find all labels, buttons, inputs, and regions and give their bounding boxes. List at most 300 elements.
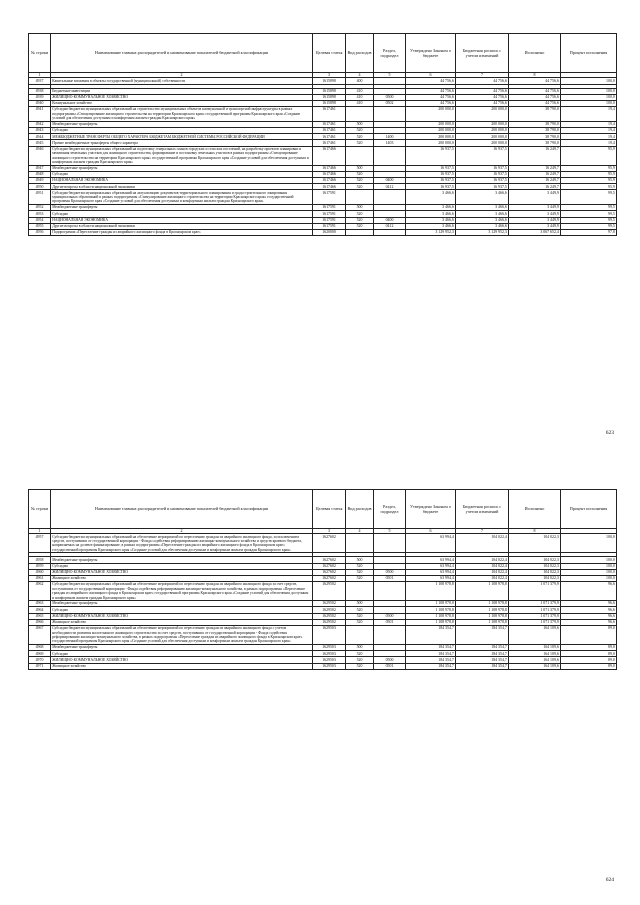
target-article: 1617591 <box>313 211 346 217</box>
percent-executed: 100,0 <box>561 78 617 84</box>
percent-executed: 19,4 <box>561 134 617 140</box>
executed-amount: 104 022,3 <box>509 534 561 553</box>
row-number: 4967 <box>29 626 51 645</box>
section-code: 0412 <box>374 184 406 190</box>
executed-amount: 38 790,0 <box>509 140 561 146</box>
header-percent: Процент исполнения <box>561 490 617 529</box>
section-code: 0500 <box>374 94 406 100</box>
row-number: 4947 <box>29 165 51 171</box>
expense-type <box>346 626 374 645</box>
row-name: Жилищное хозяйство <box>51 663 313 669</box>
approved-amount: 200 000,0 <box>406 140 456 146</box>
target-article: 1629503 <box>313 663 346 669</box>
section-code: 1400 <box>374 134 406 140</box>
row-number: 4940 <box>29 100 51 106</box>
row-number: 4960 <box>29 569 51 575</box>
expense-type: 520 <box>346 217 374 223</box>
executed-amount: 164 109,6 <box>509 657 561 663</box>
row-number: 4953 <box>29 211 51 217</box>
approved-amount: 16 937,5 <box>406 178 456 184</box>
expense-type: 520 <box>346 657 374 663</box>
percent-executed: 96,6 <box>561 601 617 607</box>
expense-type: 500 <box>346 121 374 127</box>
row-name: Прочие межбюджетные трансферты общего характера <box>51 140 313 146</box>
percent-executed: 100,0 <box>561 88 617 94</box>
target-article: 1615898 <box>313 100 346 106</box>
roster-amount: 104 022,4 <box>456 557 509 563</box>
expense-type <box>346 107 374 122</box>
percent-executed: 97,8 <box>561 229 617 235</box>
percent-executed: 100,0 <box>561 100 617 106</box>
expense-type: 520 <box>346 223 374 229</box>
target-article: 1629503 <box>313 645 346 651</box>
approved-amount: 44 756,6 <box>406 78 456 84</box>
target-article: 1620000 <box>313 229 346 235</box>
executed-amount: 16 249,7 <box>509 171 561 177</box>
row-number: 4946 <box>29 146 51 165</box>
row-name: ЖИЛИЩНО-КОММУНАЛЬНОЕ ХОЗЯЙСТВО <box>51 657 313 663</box>
table-row <box>29 146 617 165</box>
expense-type: 520 <box>346 613 374 619</box>
row-number: 4968 <box>29 645 51 651</box>
percent-executed: 100,0 <box>561 557 617 563</box>
row-number: 4956 <box>29 229 51 235</box>
approved-amount: 200 000,0 <box>406 107 456 122</box>
section-code: 0500 <box>374 613 406 619</box>
executed-amount: 44 756,6 <box>509 78 561 84</box>
header-section: Раздел, подраздел <box>374 490 406 529</box>
percent-executed: 89,0 <box>561 651 617 657</box>
roster-amount: 1 108 978,8 <box>456 619 509 625</box>
approved-amount: 16 937,5 <box>406 146 456 165</box>
row-name: Субсидии бюджетам муниципальных образований на обеспечение мероприятий по переселению граждан из аварийного жилищного фонда с учетом необходимости развития малоэтажного жилищного строительства за счет средств, поступивших от государственной корпорации - Фонда содействия реформированию жилищно-коммунального хозяйства, в рамках подпрограммы «Переселение граждан из аварийного жилищного фонда в Красноярском крае» государственной программы Красноярского края «Создание условий для обеспечения доступным и комфортным жильем граждан Красноярского края» <box>51 626 313 645</box>
target-article: 1617591 <box>313 190 346 205</box>
approved-amount: 200 000,0 <box>406 128 456 134</box>
row-number: 4966 <box>29 619 51 625</box>
target-article: 1617466 <box>313 184 346 190</box>
percent-executed: 100,0 <box>561 563 617 569</box>
executed-amount: 164 109,6 <box>509 645 561 651</box>
target-article: 1629502 <box>313 613 346 619</box>
row-name: Другие вопросы в области национальной экономики <box>51 184 313 190</box>
column-number: 5 <box>374 72 406 78</box>
header-approved: Утверждено Законом о бюджете <box>406 34 456 73</box>
roster-amount: 44 756,6 <box>456 78 509 84</box>
table-header <box>29 34 617 73</box>
row-name: Межбюджетные трансферты <box>51 121 313 127</box>
roster-amount: 104 022,4 <box>456 569 509 575</box>
approved-amount: 63 994,4 <box>406 575 456 581</box>
column-number: 6 <box>406 528 456 534</box>
row-number: 4961 <box>29 575 51 581</box>
percent-executed: 95,9 <box>561 178 617 184</box>
roster-amount: 44 756,6 <box>456 88 509 94</box>
percent-executed: 100,0 <box>561 569 617 575</box>
approved-amount: 16 937,5 <box>406 184 456 190</box>
row-name: Жилищное хозяйство <box>51 619 313 625</box>
row-name: Субсидии бюджетам муниципальных образований на обеспечение мероприятий по переселению граждан из аварийного жилищного фонда, за исключением средств, поступивших от государственной корпорации - Фонда содействия реформированию жилищно-коммунального хозяйства и средств краевого бюджета, направляемых на долевое финансирование, в рамках подпрограммы «Переселение граждан из аварийного жилищного фонда в Красноярском крае» государственной программы Красноярского края «Создание условий для обеспечения доступным и комфортным жильем граждан Красноярского края» <box>51 534 313 553</box>
column-number: 7 <box>456 528 509 534</box>
percent-executed: 95,9 <box>561 165 617 171</box>
executed-amount: 1 071 379,9 <box>509 613 561 619</box>
percent-executed: 95,9 <box>561 171 617 177</box>
expense-type: 520 <box>346 607 374 613</box>
roster-amount: 3 129 952,3 <box>456 229 509 235</box>
column-number: 1 <box>29 528 51 534</box>
target-article: 1627602 <box>313 563 346 569</box>
expense-type: 410 <box>346 100 374 106</box>
row-number: 4957 <box>29 534 51 553</box>
section-code <box>374 190 406 205</box>
row-number: 4937 <box>29 78 51 84</box>
row-name: Субсидии <box>51 171 313 177</box>
row-number: 4945 <box>29 140 51 146</box>
target-article: 1617466 <box>313 171 346 177</box>
row-number: 4949 <box>29 178 51 184</box>
row-number: 4943 <box>29 128 51 134</box>
column-number: 4 <box>346 528 374 534</box>
section-code <box>374 534 406 553</box>
percent-executed: 99,5 <box>561 211 617 217</box>
column-number: 8 <box>509 72 561 78</box>
roster-amount: 200 000,0 <box>456 107 509 122</box>
percent-executed: 95,9 <box>561 146 617 165</box>
executed-amount: 3 449,9 <box>509 211 561 217</box>
row-number: 4964 <box>29 607 51 613</box>
target-article: 1629502 <box>313 619 346 625</box>
target-article: 1617461 <box>313 107 346 122</box>
approved-amount: 3 466,6 <box>406 205 456 211</box>
approved-amount: 1 108 978,8 <box>406 619 456 625</box>
column-number: 1 <box>29 72 51 78</box>
target-article: 1627602 <box>313 569 346 575</box>
column-number: 2 <box>51 528 313 534</box>
row-name: Субсидии бюджетам муниципальных образований на обеспечение мероприятий по переселению граждан из аварийного жилищного фонда за счет средств, поступивших от государственной корпорации - Фонда содействия реформированию жилищно-коммунального хозяйства, в рамках подпрограммы «Переселение граждан из аварийного жилищного фонда в Красноярском крае» государственной программы Красноярского края «Создание условий для обеспечения доступным и комфортным жильем граждан Красноярского края» <box>51 582 313 601</box>
executed-amount: 3 067 652,4 <box>509 229 561 235</box>
section-code: 0412 <box>374 223 406 229</box>
table-row <box>29 534 617 553</box>
executed-amount: 3 449,9 <box>509 223 561 229</box>
expense-type: 410 <box>346 88 374 94</box>
approved-amount: 1 108 978,8 <box>406 607 456 613</box>
expense-type: 520 <box>346 619 374 625</box>
expense-type: 410 <box>346 94 374 100</box>
section-code: 0400 <box>374 178 406 184</box>
approved-amount: 63 994,4 <box>406 569 456 575</box>
row-name: НАЦИОНАЛЬНАЯ ЭКОНОМИКА <box>51 178 313 184</box>
roster-amount: 184 354,7 <box>456 651 509 657</box>
target-article: 1617591 <box>313 223 346 229</box>
roster-amount: 16 937,5 <box>456 165 509 171</box>
table-row <box>29 663 617 669</box>
target-article: 1615898 <box>313 88 346 94</box>
row-number: 4962 <box>29 582 51 601</box>
roster-amount: 1 108 978,8 <box>456 582 509 601</box>
roster-amount: 1 108 978,8 <box>456 601 509 607</box>
row-number: 4942 <box>29 121 51 127</box>
page-number: 624 <box>605 877 614 883</box>
header-exptype: Вид расходов <box>346 34 374 73</box>
executed-amount: 16 249,7 <box>509 178 561 184</box>
row-number: 4952 <box>29 205 51 211</box>
roster-amount: 184 354,7 <box>456 626 509 645</box>
percent-executed: 96,6 <box>561 619 617 625</box>
executed-amount: 1 071 379,9 <box>509 582 561 601</box>
expense-type <box>346 190 374 205</box>
expense-type: 520 <box>346 569 374 575</box>
roster-amount: 184 354,7 <box>456 657 509 663</box>
table-row <box>29 190 617 205</box>
approved-amount: 3 466,6 <box>406 211 456 217</box>
expense-type <box>346 534 374 553</box>
expense-type: 500 <box>346 205 374 211</box>
expense-type: 520 <box>346 563 374 569</box>
executed-amount: 38 790,0 <box>509 107 561 122</box>
row-name: МЕЖБЮДЖЕТНЫЕ ТРАНСФЕРТЫ ОБЩЕГО ХАРАКТЕРА БЮДЖЕТАМ БЮДЖЕТНОЙ СИСТЕМЫ РОССИЙСКОЙ ФЕДЕРАЦИИ <box>51 134 313 140</box>
header-target: Целевая статья <box>313 34 346 73</box>
percent-executed: 99,5 <box>561 217 617 223</box>
row-name: Субсидии бюджетам муниципальных образований на подготовку генеральных планов городских и сельских поселений, на разработку проектов планировки и межевания земельных участков для жилищного строительства, формирование и постановку земельных участков в рамках подпрограммы «Стимулирование жилищного строительства на территории Красноярского края» государственной программы Красноярского края «Создание условий для обеспечения доступным и комфортным жильем граждан Красноярского края» <box>51 146 313 165</box>
section-code <box>374 229 406 235</box>
target-article: 1629502 <box>313 607 346 613</box>
executed-amount: 3 449,9 <box>509 217 561 223</box>
executed-amount: 38 790,0 <box>509 121 561 127</box>
section-code <box>374 582 406 601</box>
roster-amount: 200 000,0 <box>456 128 509 134</box>
column-number: 3 <box>313 72 346 78</box>
row-name: Субсидии <box>51 563 313 569</box>
expense-type: 520 <box>346 184 374 190</box>
executed-amount: 1 071 379,9 <box>509 607 561 613</box>
roster-amount: 184 354,7 <box>456 663 509 669</box>
roster-amount: 200 000,0 <box>456 121 509 127</box>
table-row <box>29 229 617 235</box>
percent-executed: 99,5 <box>561 205 617 211</box>
roster-amount: 3 466,6 <box>456 217 509 223</box>
row-name: Межбюджетные трансферты <box>51 645 313 651</box>
roster-amount: 184 354,7 <box>456 645 509 651</box>
row-number: 4939 <box>29 94 51 100</box>
approved-amount: 63 994,4 <box>406 557 456 563</box>
percent-executed: 96,6 <box>561 582 617 601</box>
row-number: 4950 <box>29 184 51 190</box>
section-code <box>374 626 406 645</box>
approved-amount: 3 466,6 <box>406 223 456 229</box>
row-number: 4951 <box>29 190 51 205</box>
budget-table-page-623 <box>28 33 617 236</box>
executed-amount: 16 249,7 <box>509 146 561 165</box>
percent-executed: 99,5 <box>561 190 617 205</box>
row-name: Бюджетные инвестиции <box>51 88 313 94</box>
row-name: Капитальные вложения в объекты государственной (муниципальной) собственности <box>51 78 313 84</box>
target-article: 1615898 <box>313 94 346 100</box>
row-number: 4970 <box>29 657 51 663</box>
budget-table-page-624 <box>28 489 617 670</box>
percent-executed: 89,0 <box>561 645 617 651</box>
approved-amount: 63 994,4 <box>406 563 456 569</box>
row-name: ЖИЛИЩНО-КОММУНАЛЬНОЕ ХОЗЯЙСТВО <box>51 613 313 619</box>
row-number: 4944 <box>29 134 51 140</box>
row-number: 4941 <box>29 107 51 122</box>
executed-amount: 3 449,9 <box>509 205 561 211</box>
target-article: 1617461 <box>313 128 346 134</box>
row-number: 4938 <box>29 88 51 94</box>
approved-amount: 200 000,0 <box>406 134 456 140</box>
row-name: Межбюджетные трансферты <box>51 601 313 607</box>
column-number: 3 <box>313 528 346 534</box>
percent-executed: 19,4 <box>561 121 617 127</box>
row-name: Подпрограмма «Переселение граждан из аварийного жилищного фонда в Красноярском крае» <box>51 229 313 235</box>
table-row <box>29 626 617 645</box>
percent-executed: 89,0 <box>561 657 617 663</box>
table-row <box>29 582 617 601</box>
row-number: 4958 <box>29 557 51 563</box>
row-number: 4959 <box>29 563 51 569</box>
header-num: № строки <box>29 490 51 529</box>
expense-type: 500 <box>346 165 374 171</box>
target-article: 1629503 <box>313 657 346 663</box>
target-article: 1617466 <box>313 178 346 184</box>
roster-amount: 104 022,4 <box>456 563 509 569</box>
target-article: 1615898 <box>313 78 346 84</box>
section-code: 0400 <box>374 217 406 223</box>
row-number: 4963 <box>29 601 51 607</box>
expense-type: 400 <box>346 78 374 84</box>
table-row <box>29 107 617 122</box>
table-body <box>29 78 617 236</box>
expense-type: 500 <box>346 645 374 651</box>
executed-amount: 164 109,6 <box>509 663 561 669</box>
executed-amount: 44 756,6 <box>509 88 561 94</box>
executed-amount: 1 071 379,9 <box>509 601 561 607</box>
target-article: 1617466 <box>313 146 346 165</box>
section-code: 0500 <box>374 569 406 575</box>
expense-type: 520 <box>346 575 374 581</box>
roster-amount: 16 937,5 <box>456 184 509 190</box>
row-name: Субсидии <box>51 651 313 657</box>
row-name: НАЦИОНАЛЬНАЯ ЭКОНОМИКА <box>51 217 313 223</box>
approved-amount: 1 108 978,8 <box>406 582 456 601</box>
approved-amount: 44 756,6 <box>406 88 456 94</box>
expense-type: 520 <box>346 171 374 177</box>
row-name: ЖИЛИЩНО-КОММУНАЛЬНОЕ ХОЗЯЙСТВО <box>51 94 313 100</box>
percent-executed: 96,6 <box>561 613 617 619</box>
executed-amount: 1 071 379,9 <box>509 619 561 625</box>
expense-type <box>346 229 374 235</box>
roster-amount: 16 937,5 <box>456 171 509 177</box>
row-name: ЖИЛИЩНО-КОММУНАЛЬНОЕ ХОЗЯЙСТВО <box>51 569 313 575</box>
approved-amount: 3 129 952,3 <box>406 229 456 235</box>
percent-executed: 19,4 <box>561 140 617 146</box>
executed-amount: 44 756,6 <box>509 94 561 100</box>
row-name: Субсидии <box>51 128 313 134</box>
row-name: Субсидии бюджетам муниципальных образований на актуализацию документов территориального планирования и градостроительного зонирования муниципальных образований в рамках подпрограммы «Стимулирование жилищного строительства на территории Красноярского края» государственной программы Красноярского края «Создание условий для обеспечения доступным и комфортным жильем граждан Красноярского края» <box>51 190 313 205</box>
approved-amount: 184 354,7 <box>406 651 456 657</box>
header-percent: Процент исполнения <box>561 34 617 73</box>
expense-type <box>346 582 374 601</box>
executed-amount: 164 109,6 <box>509 651 561 657</box>
approved-amount: 184 354,7 <box>406 657 456 663</box>
roster-amount: 104 022,4 <box>456 575 509 581</box>
target-article: 1617461 <box>313 134 346 140</box>
expense-type: 520 <box>346 134 374 140</box>
target-article: 1627602 <box>313 534 346 553</box>
header-section: Раздел, подраздел <box>374 34 406 73</box>
executed-amount: 164 109,6 <box>509 626 561 645</box>
executed-amount: 16 249,7 <box>509 165 561 171</box>
header-exptype: Вид расходов <box>346 490 374 529</box>
roster-amount: 1 108 978,8 <box>456 607 509 613</box>
row-name: Коммунальное хозяйство <box>51 100 313 106</box>
target-article: 1627602 <box>313 575 346 581</box>
target-article: 1617591 <box>313 205 346 211</box>
header-roster: Бюджетная роспись с учетом изменений <box>456 490 509 529</box>
section-code <box>374 107 406 122</box>
expense-type: 520 <box>346 140 374 146</box>
approved-amount: 184 354,7 <box>406 663 456 669</box>
column-number: 4 <box>346 72 374 78</box>
row-name: Другие вопросы в области национальной экономики <box>51 223 313 229</box>
executed-amount: 104 022,3 <box>509 569 561 575</box>
row-number: 4969 <box>29 651 51 657</box>
header-approved: Утверждено Законом о бюджете <box>406 490 456 529</box>
approved-amount: 16 937,5 <box>406 171 456 177</box>
expense-type: 520 <box>346 211 374 217</box>
header-name: Наименование главных распорядителей и наименование показателей бюджетной классификации <box>51 34 313 73</box>
approved-amount: 200 000,0 <box>406 121 456 127</box>
section-code: 0500 <box>374 657 406 663</box>
approved-amount: 1 108 978,8 <box>406 613 456 619</box>
executed-amount: 44 756,6 <box>509 100 561 106</box>
table-header <box>29 490 617 529</box>
section-code <box>374 146 406 165</box>
roster-amount: 1 108 978,8 <box>456 613 509 619</box>
header-target: Целевая статья <box>313 490 346 529</box>
target-article: 1617461 <box>313 121 346 127</box>
approved-amount: 184 354,7 <box>406 626 456 645</box>
target-article: 1629502 <box>313 601 346 607</box>
roster-amount: 16 937,5 <box>456 178 509 184</box>
header-num: № строки <box>29 34 51 73</box>
approved-amount: 16 937,5 <box>406 165 456 171</box>
header-executed: Исполнено <box>509 490 561 529</box>
row-number: 4965 <box>29 613 51 619</box>
approved-amount: 44 756,6 <box>406 94 456 100</box>
target-article: 1629503 <box>313 651 346 657</box>
percent-executed: 95,9 <box>561 184 617 190</box>
column-number: 6 <box>406 72 456 78</box>
target-article: 1617591 <box>313 217 346 223</box>
approved-amount: 1 108 978,8 <box>406 601 456 607</box>
percent-executed: 19,4 <box>561 128 617 134</box>
percent-executed: 89,0 <box>561 663 617 669</box>
roster-amount: 3 466,6 <box>456 223 509 229</box>
percent-executed: 19,4 <box>561 107 617 122</box>
table-body <box>29 534 617 670</box>
executed-amount: 104 022,3 <box>509 563 561 569</box>
row-number: 4948 <box>29 171 51 177</box>
approved-amount: 63 994,4 <box>406 534 456 553</box>
row-number: 4955 <box>29 223 51 229</box>
expense-type: 520 <box>346 651 374 657</box>
target-article: 1627602 <box>313 557 346 563</box>
column-number: 8 <box>509 528 561 534</box>
roster-amount: 3 466,6 <box>456 190 509 205</box>
percent-executed: 100,0 <box>561 534 617 553</box>
header-name: Наименование главных распорядителей и наименование показателей бюджетной классификации <box>51 490 313 529</box>
expense-type: 520 <box>346 178 374 184</box>
percent-executed: 99,5 <box>561 223 617 229</box>
